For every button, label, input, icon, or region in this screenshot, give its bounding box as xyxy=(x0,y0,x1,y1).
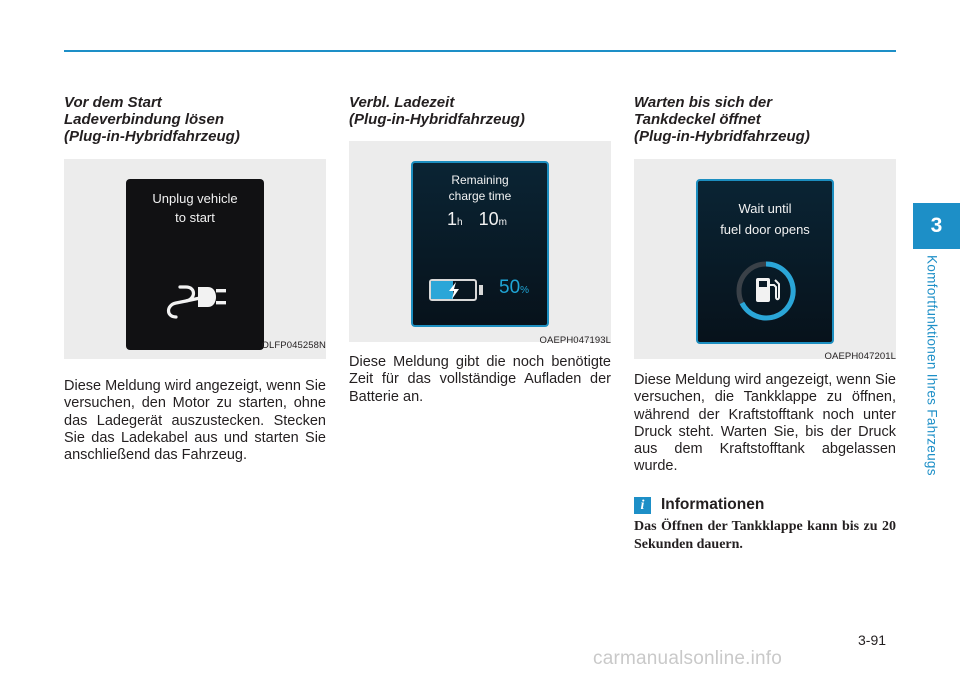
section-heading: Warten bis sich der Tankdeckel öffnet (Plug-in-Hybridfahrzeug) xyxy=(634,94,810,145)
section-unplug-vehicle xyxy=(64,94,326,464)
info-icon: i xyxy=(634,497,651,514)
figure-wait-fuel-door xyxy=(634,159,896,359)
cluster-display xyxy=(126,179,264,350)
time-hours: 1 xyxy=(447,209,458,229)
charging-plug-icon xyxy=(164,267,230,323)
figure-code: OLFP045258N xyxy=(261,340,326,351)
display-line-1: Wait until xyxy=(738,201,792,216)
battery-percent-unit: % xyxy=(520,285,530,296)
body-text: Diese Meldung wird angezeigt, wenn Sie versuchen, die Tankklappe zu öffnen, während der Kraftstofftank noch unter Druck steht. Warten Sie, bis der Druck aus dem Kraftstofftank abgelassen wurde. xyxy=(634,372,896,475)
battery-percent: 50 xyxy=(499,277,521,298)
figure-code: OAEPH047201L xyxy=(824,351,896,362)
cluster-display xyxy=(696,179,834,344)
cluster-display xyxy=(411,161,549,327)
display-line-1: Unplug vehicle xyxy=(152,191,238,206)
time-minutes-unit: m xyxy=(498,217,507,228)
page-number: 3-91 xyxy=(858,632,887,648)
info-box-heading xyxy=(634,496,764,514)
time-hours-unit: h xyxy=(457,217,463,228)
section-heading: Vor dem Start Ladeverbindung lösen (Plug-in-Hybridfahrzeug) xyxy=(64,94,240,145)
chapter-title-vertical xyxy=(922,255,942,495)
figure-unplug-vehicle xyxy=(64,159,326,359)
chapter-number-tab: 3 xyxy=(913,203,960,249)
time-minutes: 10 xyxy=(478,209,499,229)
section-wait-fuel-door xyxy=(634,94,896,552)
display-line-2: fuel door opens xyxy=(720,222,810,237)
body-text: Diese Meldung gibt die noch benötigte Zeit für das vollständige Aufladen der Batterie an. xyxy=(349,354,611,405)
section-remaining-charge-time xyxy=(349,94,611,405)
display-line-1: Remaining xyxy=(451,173,509,187)
display-line-2: to start xyxy=(175,210,215,225)
battery-terminal xyxy=(479,285,483,295)
chapter-title: Komfortfunktionen Ihres Fahrzeugs xyxy=(924,255,940,476)
info-text: Das Öffnen der Tankklappe kann bis zu 20 Sekunden dauern. xyxy=(634,519,896,552)
battery-charging-icon xyxy=(429,279,477,301)
figure-remaining-charge-time xyxy=(349,141,611,342)
top-rule xyxy=(64,50,896,52)
fuel-pump-icon xyxy=(734,259,798,323)
charge-time-readout xyxy=(447,209,507,230)
info-title: Informationen xyxy=(661,496,765,513)
figure-code: OAEPH047193L xyxy=(539,335,611,346)
battery-percent-readout xyxy=(499,277,529,299)
watermark: carmanualsonline.info xyxy=(593,648,783,669)
section-heading: Verbl. Ladezeit (Plug-in-Hybridfahrzeug) xyxy=(349,94,525,128)
body-text: Diese Meldung wird angezeigt, wenn Sie versuchen, den Motor zu starten, ohne das Ladegerät auszustecken. Stecken Sie das Ladekabel aus und starten Sie anschließend das Fahrzeug. xyxy=(64,378,326,464)
display-line-2: charge time xyxy=(448,189,512,203)
